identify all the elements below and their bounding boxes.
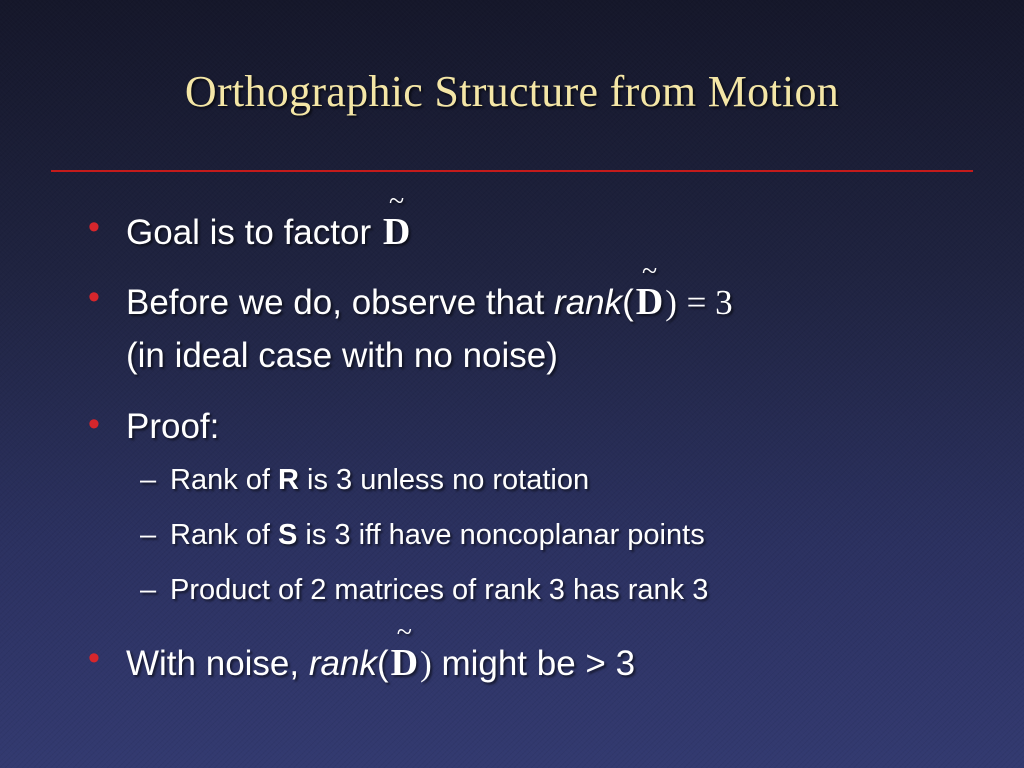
matrix-symbol: D (390, 642, 419, 684)
tilde-accent: ~ (388, 186, 405, 217)
matrix-s: S (278, 519, 298, 551)
dash-marker: – (140, 464, 157, 496)
bullet-marker: • (88, 208, 100, 246)
sub-bullet-rank-s (140, 519, 705, 552)
bullet-rank-pre: Before we do, observe that (126, 283, 555, 322)
open-paren: ( (622, 283, 634, 322)
matrix-symbol: D (635, 281, 664, 323)
close-paren: ) (420, 644, 432, 683)
slide-title: Orthographic Structure from Motion (184, 67, 840, 116)
dash-marker: – (140, 519, 157, 551)
matrix-d-tilde (389, 617, 420, 685)
matrix-r: R (278, 464, 299, 496)
bullet-noise-post: might be > 3 (431, 644, 636, 683)
tilde-accent: ~ (396, 617, 412, 648)
matrix-d-tilde (381, 186, 412, 254)
rank-function: rank (554, 283, 623, 322)
matrix-symbol: D (382, 211, 411, 253)
sub-bullet-rank-r (140, 464, 589, 497)
sub-text: is 3 iff have noncoplanar points (297, 519, 705, 551)
tilde-accent: ~ (641, 256, 658, 287)
sub-text: is 3 unless no rotation (298, 464, 590, 496)
sub-bullet-product (140, 574, 708, 607)
bullet-goal (126, 186, 412, 254)
sub-text: Rank of (170, 464, 278, 496)
dash-marker: – (140, 574, 157, 606)
title-divider (51, 170, 973, 172)
bullet-proof: Proof: (126, 407, 220, 446)
bullet-marker: • (88, 639, 100, 677)
close-paren: ) (665, 283, 677, 322)
sub-text: Product of 2 matrices of rank 3 has rank 3 (170, 574, 709, 606)
bullet-marker: • (88, 405, 100, 443)
sub-text: Rank of (170, 519, 278, 551)
open-paren: ( (376, 644, 389, 683)
bullet-rank-observation (126, 256, 733, 324)
bullet-goal-text: Goal is to factor (126, 213, 372, 252)
rank-function: rank (308, 644, 377, 683)
bullet-noise (126, 617, 636, 685)
equals-three: = 3 (686, 283, 733, 322)
bullet-marker: • (88, 278, 100, 316)
bullet-noise-pre: With noise, (126, 644, 309, 683)
matrix-d-tilde (634, 256, 665, 324)
bullet-rank-continuation: (in ideal case with no noise) (126, 336, 558, 375)
